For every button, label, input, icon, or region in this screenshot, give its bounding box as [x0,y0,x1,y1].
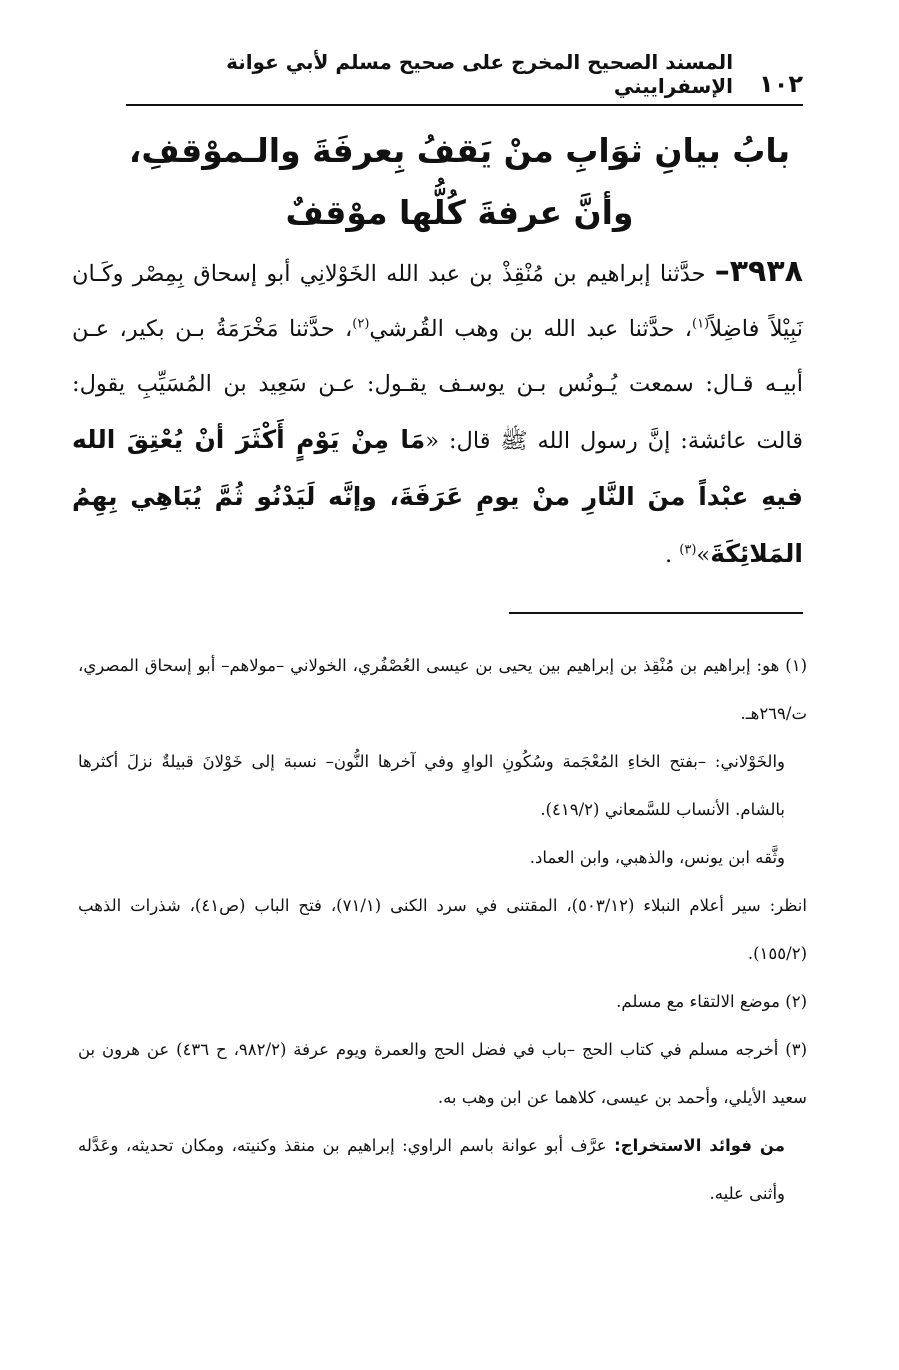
footnote-ref-2: (٢) [352,316,370,332]
footnote-3: (٣) أخرجه مسلم في كتاب الحج –باب في فضل الحج والعمرة ويوم عرفة (٩٨٢/٢، ح ٤٣٦) عن هرون بن سعيد الأيلي، وأحمد بن عيسى، كلاهما عن ابن وهب به. [78,1040,808,1107]
hadith-text-part2: ، حدَّثنا عبد الله بن وهب القُرشي [369,316,693,342]
hadith-text-part1: حدَّثنا إبراهيم بن مُنْقِذْ بن عبد الله الخَوْلانِي أبو إسحاق بِمِصْر وكَـان نَبِيْلاً فاضِلاً [72,261,803,342]
benefits-heading: من فوائد الاستخراج: [614,1136,785,1155]
footnote-separator [509,612,803,614]
footnote-1-sources: انظر: سير أعلام النبلاء (٥٠٣/١٢)، المقتنى في سرد الكنى (٧١/١)، فتح الباب (ص٤١)، شذرات الذهب (١٥٥/٢). [78,896,807,963]
footnote-1-tawthiq: وثَّقه ابن يونس، والذهبي، وابن العماد. [529,848,785,867]
footnote-ref-3: (٣) [679,542,697,558]
footnote-1-nisba: والخَوْلاني: –بفتح الخاءِ المُعْجَمة وسُكُونِ الواوِ وفي آخرها النُّون– نسبة إلى خَوْلانَ قبيلةٌ نزلَ أكثرها بالشام. الأنساب للسَّمعاني (٤١٩/٢). [78,752,785,819]
benefits-text: عرَّف أبو عوانة باسم الراوي: إبراهيم بن منقذ وكنيته، ومكان تحديثه، وعَدَّله وأثنى عليه. [78,1136,785,1203]
footnote-ref-1: (١) [692,316,710,332]
hadith-number-dash: – [714,254,730,289]
close-quote: » [696,542,711,568]
hadith-text-part3: ، حدَّثنا مَخْرَمَةُ بـن بكير، عـن أبيـه قـال: سمعت يُـونُس بـن يوسـف يقـول: عـن سَعِيد بن المُسَيِّبِ يقول: قالت عائشة: إنَّ رسول الله ﷺ قال: « [72,316,804,454]
footnote-3-benefits [78,1122,807,1218]
footnotes [78,642,807,1218]
hadith-number: ٣٩٣٨ [729,254,803,289]
hadith-paragraph [72,244,803,583]
running-header [126,50,803,106]
book-title: المسند الصحيح المخرج على صحيح مسلم لأبي عوانة الإسفراييني [226,50,734,98]
hadith-end: . [664,542,680,568]
footnote-1: (١) هو: إبراهيم بن مُنْقِذ بن إبراهيم بين يحيى بن عيسى العُصْفُري، الخولاني –مولاهم– أبو إسحاق المصري، ت/٢٦٩هـ. [78,656,807,723]
chapter-title: بابُ بيانِ ثوَابِ منْ يَقفُ بِعرفَةَ والـموْقفِ، وأنَّ عرفةَ كُلُّها موْقفٌ [128,131,791,232]
footnote-2: (٢) موضع الالتقاء مع مسلم. [616,992,807,1011]
prophet-saying: مَا مِنْ يَوْمٍ أَكْثَرَ أنْ يُعْتِقَ الله فيهِ عبْداً منَ النَّارِ منْ يومِ عَرَفَةَ، وإنَّه لَيَدْنُو ثُمَّ يُبَاهِي بِهِمُ المَلائِكَةَ [72,425,803,568]
page-number: ١٠٢ [759,70,803,98]
